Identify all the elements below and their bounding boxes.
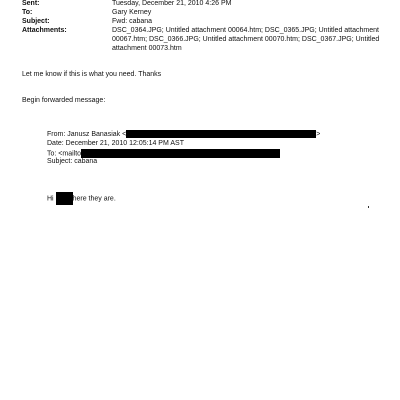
forwarded-from-prefix: From: Janusz Banasiak < (47, 130, 127, 138)
forwarded-to-prefix: To: <mailto (47, 150, 82, 158)
to-label: To: (22, 9, 33, 16)
attachments-value-line3: attachment 00073.htm (112, 45, 182, 52)
body-line-2: Begin forwarded message: (22, 97, 106, 104)
subject-label: Subject: (22, 18, 50, 25)
body-line-1: Let me know if this is what you need. Thanks (22, 71, 162, 78)
attachments-value-line2: 00067.htm; DSC_0366.JPG; Untitled attachment 00070.htm; DSC_0367.JPG; Untitled (112, 36, 380, 43)
to-value: Gary Kerney (112, 9, 152, 16)
greeting-suffix: here they are. (72, 195, 116, 203)
forwarded-from-line (47, 130, 320, 139)
subject-value: Fwd: cabana (112, 18, 153, 25)
redaction-block (56, 192, 73, 205)
greeting-prefix: Hi (47, 195, 54, 203)
forwarded-date: Date: December 21, 2010 12:05:14 PM AST (47, 140, 184, 147)
attachments-value-line1: DSC_0364.JPG; Untitled attachment 00064.htm; DSC_0365.JPG; Untitled attachment (112, 27, 379, 34)
forwarded-subject: Subject: cabana (47, 158, 98, 165)
forwarded-greeting (47, 192, 116, 205)
forwarded-from-suffix: > (316, 130, 321, 138)
stray-mark (368, 206, 369, 208)
sent-value: Tuesday, December 21, 2010 4:26 PM (112, 0, 232, 7)
redaction-block (126, 130, 316, 138)
attachments-label: Attachments: (22, 27, 67, 34)
redaction-block (81, 149, 280, 158)
forwarded-to-line (47, 149, 280, 158)
sent-label: Sent: (22, 0, 40, 7)
